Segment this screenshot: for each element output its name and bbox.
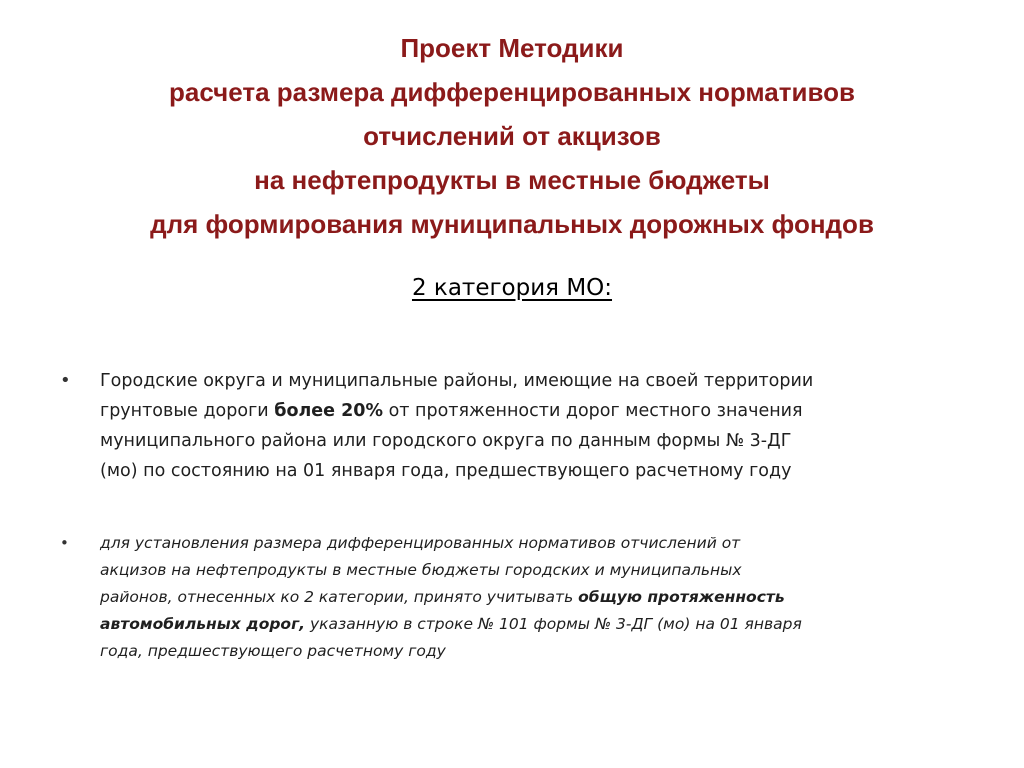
- bullet-line: Городские округа и муниципальные районы, имеющие на своей территории: [100, 371, 814, 391]
- text-run: районов, отнесенных ко 2 категории, принято учитывать: [100, 588, 579, 606]
- emphasis-text: общую протяженность: [578, 588, 785, 606]
- bullet-line: (мо) по состоянию на 01 января года, предшествующего расчетному году: [100, 461, 792, 481]
- text-run: грунтовые дороги: [100, 401, 275, 421]
- title-line: отчислений от акцизов: [363, 121, 661, 151]
- bullet-line: для установления размера дифференцированных нормативов отчислений от: [100, 534, 741, 552]
- text-run: указанную в строке № 101 формы № 3-ДГ (мо) на 01 января: [305, 615, 802, 633]
- title-line: Проект Методики: [400, 33, 624, 63]
- bullet-point-icon: •: [60, 534, 69, 552]
- emphasis-text: автомобильных дорог,: [100, 615, 306, 633]
- category-heading: 2 категория МО:: [411, 275, 613, 301]
- bullet-line: акцизов на нефтепродукты в местные бюджеты городских и муниципальных: [100, 561, 742, 579]
- title-line: на нефтепродукты в местные бюджеты: [254, 165, 770, 195]
- bullet-line: [100, 584, 960, 611]
- text-run: от протяженности дорог местного значения: [383, 401, 803, 421]
- slide-title: [0, 26, 1024, 246]
- bullet-text: [100, 366, 950, 486]
- bullet-line: муниципального района или городского округа по данным формы № 3-ДГ: [100, 431, 792, 451]
- title-line: для формирования муниципальных дорожных фондов: [150, 209, 874, 239]
- title-line: расчета размера дифференцированных нормативов: [169, 77, 855, 107]
- bullet-line: [100, 611, 960, 638]
- bullet-text: [100, 530, 960, 665]
- bullet-point-icon: •: [60, 370, 71, 391]
- bullet-line: года, предшествующего расчетному году: [100, 642, 446, 660]
- bullet-line: [100, 396, 950, 426]
- emphasis-text: более 20%: [274, 401, 383, 421]
